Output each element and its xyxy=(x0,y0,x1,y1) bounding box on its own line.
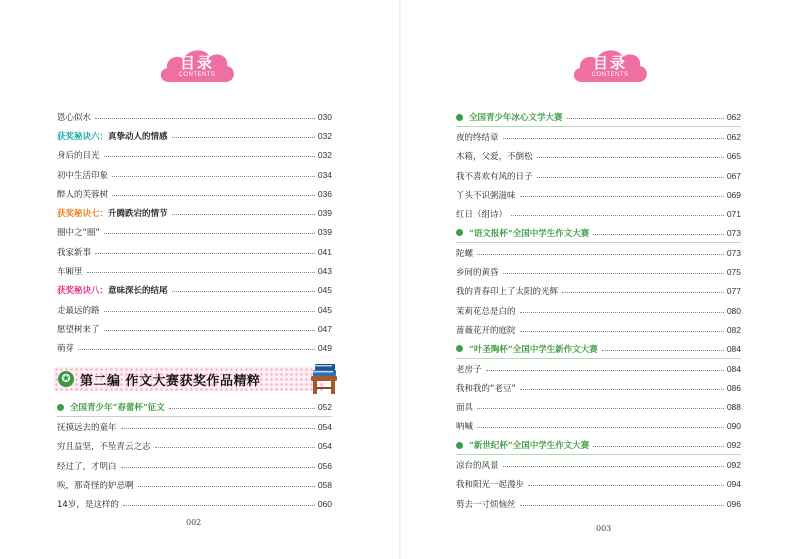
dot-leader xyxy=(104,311,315,312)
dot-leader xyxy=(104,330,315,331)
entry-title: 身后的目光 xyxy=(57,151,100,162)
entry-title: 呐喊 xyxy=(456,422,474,433)
entry-page-number: 080 xyxy=(726,305,741,316)
entry-title: 老房子 xyxy=(456,364,482,375)
entry-title: 抚摸远去的童年 xyxy=(57,422,117,433)
contents-subtitle: CONTENTS xyxy=(178,72,216,78)
secret-label: 获奖秘诀八： xyxy=(57,286,109,297)
toc-entry[interactable] xyxy=(57,300,332,319)
toc-entry[interactable] xyxy=(57,223,332,242)
entry-page-number: 092 xyxy=(726,440,741,451)
entry-title: 我和我的“老豆” xyxy=(456,383,516,394)
entry-page-number: 041 xyxy=(317,246,332,257)
toc-entry[interactable] xyxy=(57,319,332,338)
dot-leader xyxy=(520,505,724,506)
entry-title: 茉莉花总是白的 xyxy=(456,306,516,317)
toc-entry[interactable] xyxy=(456,378,741,397)
entry-page-number: 043 xyxy=(317,266,332,277)
dot-leader xyxy=(503,138,724,139)
entry-title: 圈中之“圈” xyxy=(57,228,100,239)
entry-page-number: 045 xyxy=(317,285,332,296)
entry-title: 恩心似水 xyxy=(57,112,92,123)
entry-page-number: 032 xyxy=(317,150,332,161)
entry-title: 乡间的黄昏 xyxy=(456,268,499,279)
toc-entry[interactable] xyxy=(456,301,741,320)
entry-page-number: 039 xyxy=(317,227,332,238)
dot-leader xyxy=(121,467,315,468)
dot-leader xyxy=(172,214,315,215)
entry-page-number: 058 xyxy=(317,479,332,490)
toc-section-heading[interactable] xyxy=(57,398,332,417)
toc-entry[interactable] xyxy=(456,127,741,146)
toc-entry[interactable] xyxy=(456,243,741,262)
toc-entry[interactable] xyxy=(57,184,332,203)
toc-entry[interactable] xyxy=(57,126,332,145)
entry-page-number: 030 xyxy=(317,111,332,122)
toc-entry[interactable] xyxy=(57,339,332,358)
entry-title: 夜的终结章 xyxy=(456,132,499,143)
contents-title: 目录 xyxy=(592,54,627,72)
dot-leader xyxy=(503,466,724,467)
entry-title: 经过了，才明白 xyxy=(57,461,117,472)
entry-title: 初中生活印象 xyxy=(57,170,109,181)
toc-entry[interactable] xyxy=(57,417,332,436)
toc-entry[interactable] xyxy=(456,475,741,494)
toc-entry[interactable] xyxy=(456,147,741,166)
entry-title: 萌芽 xyxy=(57,344,75,355)
entry-title: 蔷薇花开的庭院 xyxy=(456,325,516,336)
bullet-icon xyxy=(456,345,463,352)
toc-entry[interactable] xyxy=(57,203,332,222)
toc-section-heading[interactable] xyxy=(456,340,741,359)
dot-leader xyxy=(123,505,315,506)
toc-list-bottom xyxy=(57,398,332,514)
toc-entry[interactable] xyxy=(456,185,741,204)
entry-page-number: 047 xyxy=(317,323,332,334)
entry-page-number: 088 xyxy=(726,402,741,413)
dot-leader xyxy=(486,370,724,371)
entry-title: 我的青春印上了太阳的光辉 xyxy=(456,287,559,298)
section-title: 全国青少年冰心文学大赛 xyxy=(469,113,563,124)
toc-entry[interactable] xyxy=(456,417,741,436)
dot-leader xyxy=(87,272,315,273)
entry-title: 唉，那奇怪的妒忌啊 xyxy=(57,480,134,491)
page-number: 002 xyxy=(186,518,202,527)
contents-subtitle: CONTENTS xyxy=(591,72,629,78)
dot-leader xyxy=(121,428,315,429)
dot-leader xyxy=(562,292,724,293)
toc-section-heading[interactable] xyxy=(456,224,741,243)
entry-page-number: 049 xyxy=(317,343,332,354)
toc-entry[interactable] xyxy=(57,437,332,456)
toc-entry[interactable] xyxy=(57,146,332,165)
part-banner xyxy=(46,361,346,397)
entry-page-number: 092 xyxy=(726,459,741,470)
right-page xyxy=(400,0,800,559)
entry-title: 穷且益坚，不坠青云之志 xyxy=(57,442,151,453)
section-title: “叶圣陶杯”全国中学生新作文大赛 xyxy=(469,344,598,355)
dot-leader xyxy=(172,291,315,292)
bullet-icon xyxy=(456,442,463,449)
dot-leader xyxy=(537,177,724,178)
toc-entry[interactable] xyxy=(57,261,332,280)
entry-page-number: 054 xyxy=(317,441,332,452)
entry-title: 凉台的风景 xyxy=(456,460,499,471)
entry-title: 愿望树来了 xyxy=(57,324,100,335)
entry-title: 我不喜欢有风的日子 xyxy=(456,171,533,182)
entry-title: 陀螺 xyxy=(456,248,474,259)
entry-page-number: 065 xyxy=(726,151,741,162)
entry-page-number: 052 xyxy=(317,402,332,413)
toc-list xyxy=(456,108,741,513)
entry-page-number: 056 xyxy=(317,460,332,471)
toc-entry[interactable] xyxy=(456,282,741,301)
entry-title: 走最远的路 xyxy=(57,305,100,316)
dot-leader xyxy=(520,331,724,332)
entry-page-number: 045 xyxy=(317,304,332,315)
toc-list-top xyxy=(57,107,332,358)
toc-section-heading[interactable] xyxy=(456,436,741,455)
part-title: 第二编 作文大赛获奖作品精粹 xyxy=(80,374,261,389)
dot-leader xyxy=(95,118,315,119)
entry-page-number: 069 xyxy=(726,189,741,200)
dot-leader xyxy=(520,389,724,390)
toc-section-heading[interactable] xyxy=(456,108,741,127)
entry-title: 剪去一寸烦恼丝 xyxy=(456,499,516,510)
dot-leader xyxy=(155,447,315,448)
toc-entry[interactable] xyxy=(456,204,741,223)
contents-title: 目录 xyxy=(179,54,214,72)
toc-entry[interactable] xyxy=(57,107,332,126)
dot-leader xyxy=(172,137,315,138)
secret-title: 升腾跌宕的情节 xyxy=(108,209,168,220)
toc-entry[interactable] xyxy=(456,166,741,185)
bullet-icon xyxy=(456,229,463,236)
contents-cloud-header xyxy=(157,46,237,86)
toc-entry[interactable] xyxy=(57,242,332,261)
entry-title: 木箱，父爱，不倒松 xyxy=(456,152,533,163)
entry-title: 面具 xyxy=(456,403,474,414)
entry-title xyxy=(57,130,172,142)
entry-title: 醉人的芙蓉树 xyxy=(57,189,109,200)
dot-leader xyxy=(95,253,315,254)
entry-title: 丫头不识粥滋味 xyxy=(456,190,516,201)
toc-entry[interactable] xyxy=(456,397,741,416)
toc-entry[interactable] xyxy=(456,455,741,474)
section-title: “新世纪杯”全国中学生作文大赛 xyxy=(469,441,590,452)
entry-title xyxy=(57,284,172,296)
dot-leader xyxy=(503,273,724,274)
toc-entry[interactable] xyxy=(456,359,741,378)
entry-page-number: 090 xyxy=(726,421,741,432)
secret-label: 获奖秘诀六： xyxy=(57,131,109,142)
toc-entry[interactable] xyxy=(57,456,332,475)
dot-leader xyxy=(112,195,315,196)
toc-entry[interactable] xyxy=(57,475,332,494)
entry-page-number: 054 xyxy=(317,421,332,432)
toc-entry[interactable] xyxy=(57,494,332,513)
dot-leader xyxy=(537,157,724,158)
star-icon: ✪ xyxy=(58,371,74,387)
dot-leader xyxy=(528,485,724,486)
toc-entry[interactable] xyxy=(456,262,741,281)
entry-page-number: 036 xyxy=(317,188,332,199)
entry-page-number: 075 xyxy=(726,267,741,278)
secret-title: 真挚动人的情感 xyxy=(108,131,168,142)
entry-page-number: 077 xyxy=(726,286,741,297)
entry-title: 红日（组诗） xyxy=(456,210,508,221)
entry-page-number: 071 xyxy=(726,209,741,220)
section-title: “语文报杯”全国中学生作文大赛 xyxy=(469,228,590,239)
entry-page-number: 067 xyxy=(726,170,741,181)
dot-leader xyxy=(104,156,315,157)
entry-title: 我家新事 xyxy=(57,247,92,258)
bullet-icon xyxy=(456,114,463,121)
entry-title: 14岁，是这样的 xyxy=(57,500,119,511)
entry-page-number: 039 xyxy=(317,208,332,219)
entry-page-number: 062 xyxy=(726,112,741,123)
section-title: 全国青少年“春蕾杯”征文 xyxy=(70,403,165,414)
dot-leader xyxy=(477,408,724,409)
entry-page-number: 096 xyxy=(726,498,741,509)
contents-cloud-header xyxy=(570,46,650,86)
dot-leader xyxy=(593,446,724,447)
toc-entry[interactable] xyxy=(456,320,741,339)
dot-leader xyxy=(78,349,315,350)
entry-page-number: 086 xyxy=(726,382,741,393)
dot-leader xyxy=(520,196,724,197)
dot-leader xyxy=(593,234,724,235)
entry-page-number: 032 xyxy=(317,130,332,141)
entry-page-number: 062 xyxy=(726,131,741,142)
dot-leader xyxy=(169,408,315,409)
dot-leader xyxy=(138,486,315,487)
entry-page-number: 094 xyxy=(726,479,741,490)
dot-leader xyxy=(567,118,724,119)
entry-page-number: 084 xyxy=(726,343,741,354)
secret-title: 意味深长的结尾 xyxy=(108,286,168,297)
entry-page-number: 082 xyxy=(726,324,741,335)
entry-title xyxy=(57,207,172,219)
entry-title: 我和阳光一起漫步 xyxy=(456,480,525,491)
dot-leader xyxy=(511,215,724,216)
page-number: 003 xyxy=(596,524,612,533)
dot-leader xyxy=(104,233,315,234)
bullet-icon xyxy=(57,404,64,411)
dot-leader xyxy=(602,350,724,351)
books-stool-icon xyxy=(304,357,344,397)
entry-page-number: 073 xyxy=(726,247,741,258)
entry-page-number: 073 xyxy=(726,227,741,238)
toc-entry[interactable] xyxy=(57,281,332,300)
toc-entry[interactable] xyxy=(57,165,332,184)
dot-leader xyxy=(477,254,724,255)
secret-label: 获奖秘诀七： xyxy=(57,209,109,220)
dot-leader xyxy=(520,312,724,313)
entry-page-number: 060 xyxy=(317,499,332,510)
entry-page-number: 034 xyxy=(317,169,332,180)
dot-leader xyxy=(477,427,724,428)
entry-title: 车厢里 xyxy=(57,267,83,278)
toc-entry[interactable] xyxy=(456,494,741,513)
entry-page-number: 084 xyxy=(726,363,741,374)
dot-leader xyxy=(112,176,315,177)
